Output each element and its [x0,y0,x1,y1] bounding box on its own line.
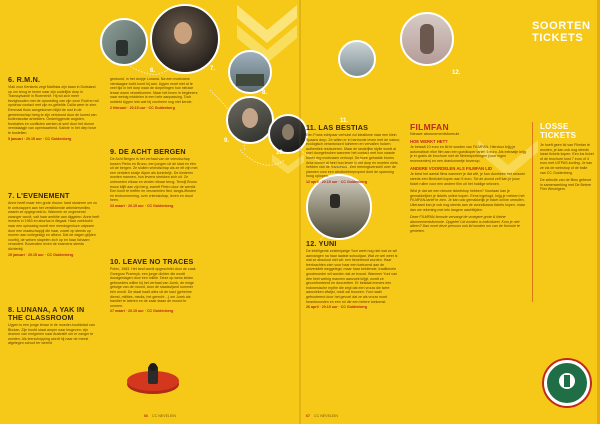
film-body: Anne heeft maar één grote droom: hard studeren om zo te ontsnappen aan het verstikkende arbeidersmilieu waarin ze opgegroeid is. Wanneer ze ongewenst zwanger wordt, valt haar ambitie aan diggelen. Anne leeft immers in 1963 en abortus is illegaal. Haar zoektocht naar een oplossing wordt een meedogenloze odyssee door een maatschappij die haar, zowel op steeds op murren aan collegeslijp en afkeur. Dat de dagen glijden voorbij, de weken stapelen zich op en haar lichaam verandert. Bovendien leven de examens steeds dichterbij. [8,201,100,251]
filmfan-note: Deze FILMFAN-formule vervangt de vroegere grote & kleine abonnementsformule. Opgelet! Lid worden is individueel. Kom je niet alleen? Dan moet deze persoon ook lid worden om van de formule te genieten. [410,215,520,233]
filmfan-question-how: HOE WERKT HET? [410,139,448,144]
film-reel-icon [118,362,188,402]
filmfan-title: FILMFAN [410,122,449,132]
film-meta: 26 april · 20.15 uur · CC Guldenberg [306,305,368,310]
still-levenement [150,4,220,74]
film-title: 10. LEAVE NO TRACES [110,257,194,266]
film-title: 11. LAS BESTIAS [306,123,369,132]
film-title: 8. LUNANA, A YAK IN THE CLASSROOM [8,305,85,322]
film-body: Ugyen is een jonge leraar in de moeder-hoofdstad van Bhutan. Zijn hoofd staat amper naar lesgeven: zijn dromen van emigreren naar Australië om er zanger te worden. Als leerschopping wordt hij naar de meest afgelegen school ter wereld [8,323,95,346]
losse-tickets-paragraph: De selectie van de films gebeurt in samenwerking met De Betere Film Wevelgem. [540,178,592,192]
film-yuni [306,240,402,310]
still-lunana [228,50,272,94]
film-meta: 23 maart · 20.15 uur · CC Guldenberg [110,203,174,208]
still-number: 7. [210,66,216,72]
footer-brand: CC NEVELEIN [152,414,176,418]
film-body: Vlak voor Kerstmis zegt Matthias zijn baan in Duitsland op om terug te keren naar zijn oudelijke dorp in Transsylvanië in Roemenië. Hij wil zich meer bezighouden met de opvoeding van zijn zoon Rudi en wil opnieuw contact met zijn ex-geliefde Csilla weer te zien. Eenmaal thuis aangekomen blijkt de rust in de gemeenschap heeg te zijn verstoord door de komst van buitenlandse arbeiders. Onderliggende angsten, frustraties en conflicten werken al snel door het dunne vernislaagje van openbaarheid. Kalinte in het diep bove te bostellen. [8,85,99,135]
page-number-right: 67 [306,414,310,418]
badge-icon [544,360,590,406]
film-title: 6. R.M.N. [8,75,41,84]
page-spine [299,0,301,424]
filmfan-paragraph: Je betaalt 10 euro en lid te worden van FILMFAN. Hierdoor krijg je automatisch elke film aan een goedkoper tarief: 5 euro. Als extraatje krijg je er gratis de brochure met de filmbesprekingen (voor eigen recensenten) en een drankonnetje bovenop. [410,145,526,163]
film-meta: 5 januari · 20.15 uur · CC Guldenberg [8,136,72,141]
film-title: 7. L'EVENEMENT [8,191,70,200]
still-number: 11. [340,118,349,124]
still-number: 6. [150,68,156,74]
film-meta: 2 februari · 20.15 uur · CC Guldenberg [110,105,175,110]
page-number-left: 66 [144,414,148,418]
still-number: 10. [276,150,285,156]
film-title: 12. YUNI [306,239,337,248]
tickets-heading: SOORTEN TICKETS [532,20,591,44]
film-leave [110,258,200,314]
still-number: 9. [224,138,230,144]
film-bergen [110,148,200,209]
footer-right [306,414,338,418]
film-rmn [8,76,100,141]
footer-left [144,414,176,418]
film-meta: 19 januari · 20.15 uur · CC Guldenberg [8,252,74,257]
still-bergen [226,96,274,144]
film-body: De intelligente zestienjarige Yuni weet nog niet wat ze wil aanvangen na haar laatste schooljaar. Wat ze wel weet is wat ze absoluut niet wil: een tienerbruid worden. Haar leerkrachten zien voor haar een toekomst aan de universiteit weggelegd, maar haar beklemde, traditionele grootmoeder wil worden dat ze trouwt. Wanneer Yuni van drie heel weinig mannen aanzoek krijgt, wordt ze geconfronteerd en doorzetten. Er bestaat immers een Indonesische mythe die zegt dat een vrouw die twee aanzoeken afwijst, nooit zal trouwen. Yuni raakt gefrustreerd door het gevoel dat ze als vrouw moet beantwoorden en een rol die een betere toekomst. [306,249,398,304]
film-title: 9. DE ACHT BERGEN [110,147,186,156]
film-body: gestuurd, in het dorpje Lunana. Na een moeizame vierdaagse tocht komt hij aan. Ugyen moet niet al te veel tijd in het dorp waar de dorpelingen hun nieuwe leraar warm verwelkomen. Maar het leven in beginners naar weinig middelen is een hele aanpassing. Toch ontdekt Ugyen iets wat hij voorheen nog niet kende. [110,77,198,104]
film-body: Een Frans echtpaar verhuist vol idealisme naar een klein Spaans dorp. Ze willen er in harmonie leven met de natuur, ecologisch verantwoord tuinieren en vervallen huizen authentiek restaureren. Maar de landelijke idylle wordt al snel doorgebroken wanneer het contact met hun naaste buren erg moeizaam verloopt. De twee gehadde broers Anta wonen al heel hun leven in het dorp en moeten niets hebben van de 'francesos'. Een meningsverschil over de plannen voor een windturbinepropect doet de spanning hoog oplopen. [306,133,401,179]
filmfan-paragraph: Je kiest het aantal films wanneer je dat wilt, je kan doorheen het seizoen steeds een filmticket kopen aan 5 euro. Tot de avond zelf kan je jouw ticket ruilen voor een andere film uit het huidige seizoen. [410,172,526,186]
film-levenement [8,192,100,257]
film-bestias [306,124,402,185]
losse-tickets-section [540,122,594,192]
film-body: Polen, 1983. Het land wordt opgeschrikt door de zaak Grzegorz Przemyk, een jonge dichter die wordt doodgeslagen door een militie. Deze op wens leiden gebroeders willen hij het verhaal van Jurek, de enige getuige van de moord, door de staatsvijand nummer één wordt. De staat haalt alles uit de kast (geheime dienst, milities, media, het gerecht…) om Jurek als bandiet te lateren en de zaak staan de moord te ommen. [110,267,196,308]
still-leave [268,114,308,154]
filmfan-paragraph: Wist je dat we een nieuwe ticketshop hebben? Voortaan kan je gemakkelijker je tickets online kopen. Eens ingelogd, krijg je meteen het FILMFAN-tarief te zien. Je kan ook gemakkelijk je ticket online omruilen. Uiteraard kan je ook nog steeds aan de avondkassa tickets kopen, maar dan we rekening met iets langere wachttijden. [410,189,526,212]
film-meta: 27 maart · 20.15 uur · CC Guldenberg [110,309,174,314]
still-rmn [100,18,148,66]
still-yuni-2 [338,40,376,78]
still-number: 12. [452,70,461,76]
film-body: De Acht Bergen is het verhaal van de vriendschap tussen Pietro en Bruno, een jongen uit de stad en één uit de bergen. Ze sluiten vriendschap als ze elf zijn met een verlaten stukje Alpen als koninkrijk. De kinderen worden mannen, hun levens strekken zich uit. Ze ontmoeten elkaar en vinden elkaar terug. Terwijl Bruno trouw blijft aan zijn berg, zweeft Pietro door de wereld. Een tocht te treffen en verzamelen fied, tangis-iffusten en tentoonneming, over vriendschap, leven en dood heen. [110,157,198,203]
filmfan-section [410,122,528,234]
film-meta: 12 april · 20.15 uur · CC Guldenberg [306,179,368,184]
filmfan-subtitle: Nieuwe abonnementsformule [410,132,460,136]
still-number: 8. [262,90,268,96]
still-yuni [400,12,454,66]
film-lunana-continued [110,76,200,110]
losse-tickets-paragraph: Je hoeft geen lid van Filmfan te worden, je kan ook nog steeds losse tickets kopen. Een los ticket of de brochure kost 7 euro of 4 euro met UiTPAS-korting. Je kan ze via de webshop of de balie van CC Guldenberg. [540,143,594,175]
losse-tickets-title: LOSSE TICKETS [540,122,577,140]
footer-brand: CC NEVELEIN [314,414,338,418]
film-lunana [8,306,100,346]
filmfan-question-benefits: ANDERE VOORDELEN ALS FILMFAN LID [410,166,492,172]
